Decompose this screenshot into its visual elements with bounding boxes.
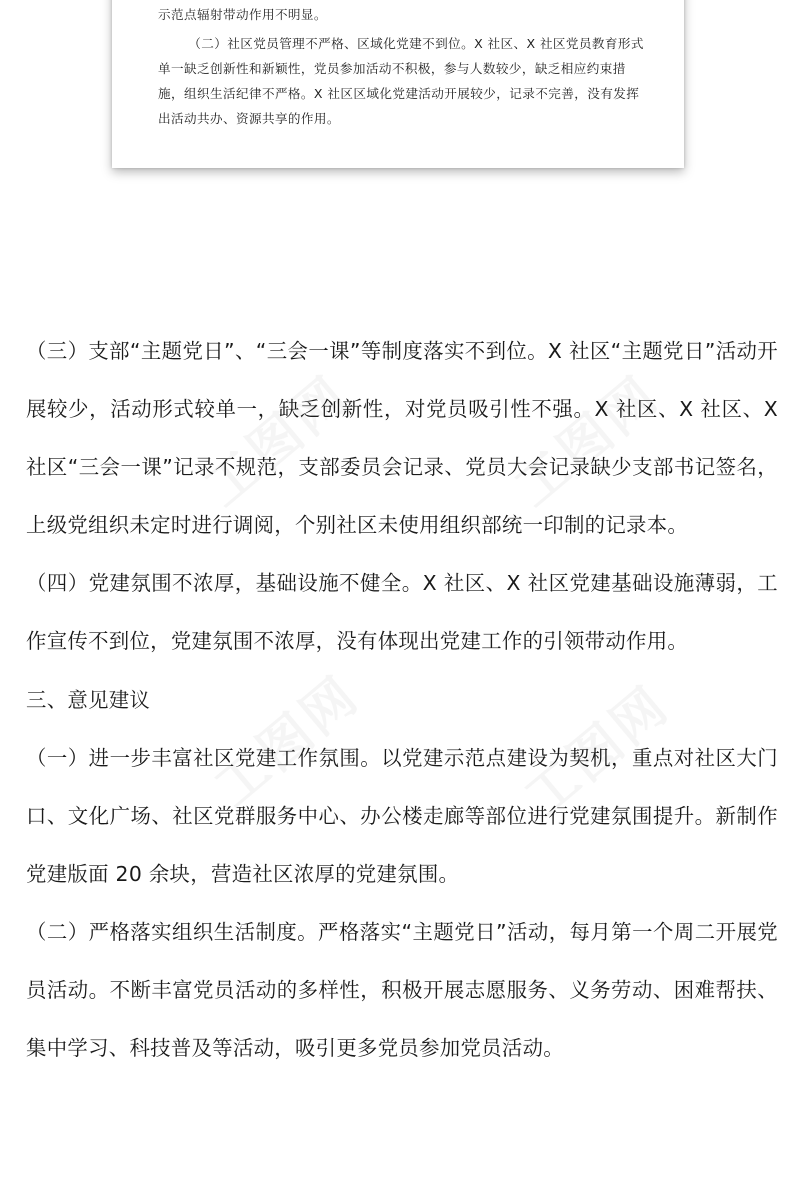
watermark-logo: 工图网 — [503, 364, 672, 519]
page-preview-paragraph-2: （二）社区党员管理不严格、区域化党建不到位。X 社区、X 社区党员教育形式单一缺乏创新性和新颖性，党员参加活动不积极，参与人数较少，缺乏相应约束措施，组织生活纪律不严格。X 社区区域化党建活动开展较少，记录不完善，没有发挥出活动共办、资源共享的作用。 — [158, 36, 644, 126]
watermark-logo: 工图网 — [193, 364, 362, 519]
paragraph-party-day-system: （三）支部“主题党日”、“三会一课”等制度落实不到位。X 社区“主题党日”活动开展较少，活动形式较单一，缺乏创新性，对党员吸引性不强。X 社区、X 社区、X 社区“三会一课”记录不规范，支部委员会记录、党员大会记录缺少支部书记签名，上级党组织未定时进行调阅，个别社区未使用组织部统一印制的记录本。 — [26, 339, 778, 538]
paragraph-organization-life: （二）严格落实组织生活制度。严格落实“主题党日”活动，每月第一个周二开展党员活动。不断丰富党员活动的多样性，积极开展志愿服务、义务劳动、困难帮扶、集中学习、科技普及等活动，吸引更多党员参加党员活动。 — [26, 919, 778, 1061]
page-preview-line-top: 示范点辐射带动作用不明显。 — [158, 7, 327, 22]
watermark-logo: 工图网 — [203, 664, 372, 819]
paragraph-enrich-atmosphere: （一）进一步丰富社区党建工作氛围。以党建示范点建设为契机，重点对社区大门口、文化广场、社区党群服务中心、办公楼走廊等部位进行党建氛围提升。新制作党建版面 20 余块，营造社区浓厚的党建氛围。 — [26, 745, 778, 886]
page-preview-text — [158, 2, 648, 131]
paragraph-party-atmosphere: （四）党建氛围不浓厚，基础设施不健全。X 社区、X 社区党建基础设施薄弱，工作宣传不到位，党建氛围不浓厚，没有体现出党建工作的引领带动作用。 — [26, 571, 778, 654]
section-heading-suggestions: 三、意见建议 — [26, 687, 151, 712]
document-page-preview — [112, 0, 684, 168]
document-body — [26, 322, 778, 1077]
watermark-logo: 工图网 — [513, 674, 682, 829]
